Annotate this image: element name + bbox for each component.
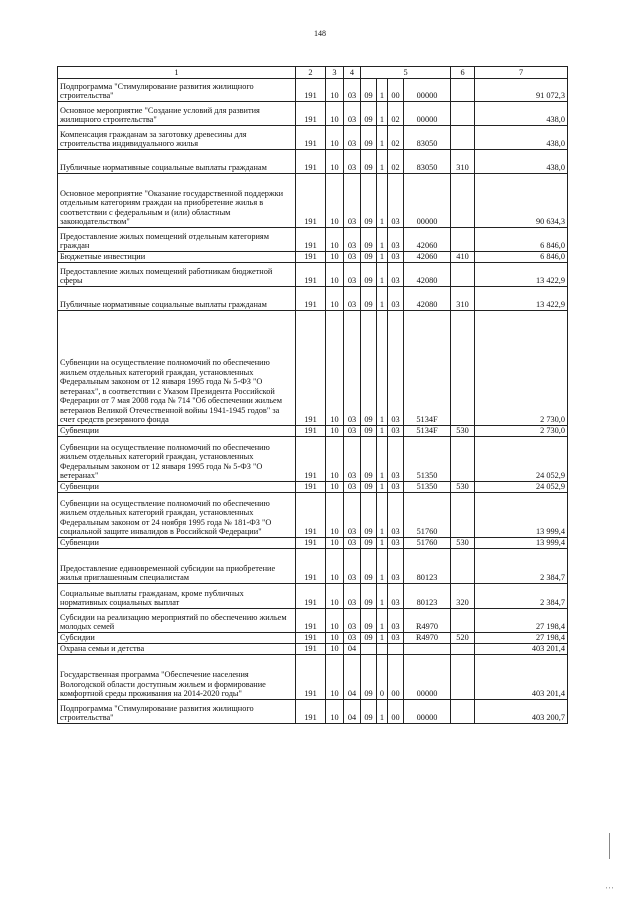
row-name: Субвенции на осуществление полномочий по обеспечению жильем отдельных категорий граждан, установленных Федеральным законом от 24 ноября 1995 года № 181-ФЗ "О социальной защите инвалидов в Российской Федерации"	[58, 493, 296, 538]
admin-code: 191	[296, 287, 326, 311]
row-name: Подпрограмма "Стимулирование развития жилищного строительства"	[58, 79, 296, 102]
budget-table	[57, 66, 568, 724]
admin-code: 191	[296, 228, 326, 252]
column-header: 1	[58, 67, 296, 79]
subprogram-code: 1	[377, 538, 388, 549]
amount: 2 730,0	[475, 426, 568, 437]
event-code: 03	[388, 311, 404, 426]
row-name: Субвенции	[58, 426, 296, 437]
section-code: 10	[326, 549, 344, 584]
admin-code: 191	[296, 426, 326, 437]
program-code: 09	[361, 700, 377, 724]
direction-code: 51350	[404, 482, 451, 493]
subprogram-code: 1	[377, 174, 388, 228]
direction-code: 42060	[404, 228, 451, 252]
expense-type-code: 530	[451, 426, 475, 437]
direction-code: 83050	[404, 150, 451, 174]
section-code: 10	[326, 426, 344, 437]
admin-code: 191	[296, 644, 326, 655]
admin-code: 191	[296, 102, 326, 126]
event-code: 03	[388, 549, 404, 584]
direction-code: R4970	[404, 609, 451, 633]
direction-code: 42080	[404, 263, 451, 287]
direction-code: 42080	[404, 287, 451, 311]
subsection-code: 03	[344, 287, 361, 311]
section-code: 10	[326, 263, 344, 287]
admin-code: 191	[296, 609, 326, 633]
section-code: 10	[326, 252, 344, 263]
event-code: 00	[388, 700, 404, 724]
program-code: 09	[361, 150, 377, 174]
row-name: Субвенции на осуществление полномочий по обеспечению жильем отдельных категорий граждан, установленных Федеральным законом от 12 января 1995 года № 5-ФЗ "О ветеранах", в соответствии с Указом Президента Российской Федерации от 7 мая 2008 года № 714 "Об обеспечении жильем ветеранов Великой Отечественной войны 1941-1945 годов" за счет средств резервного фонда	[58, 311, 296, 426]
expense-type-code	[451, 655, 475, 700]
row-name: Охрана семьи и детства	[58, 644, 296, 655]
program-code: 09	[361, 538, 377, 549]
column-header: 3	[326, 67, 344, 79]
table-row	[58, 609, 568, 633]
admin-code: 191	[296, 538, 326, 549]
admin-code: 191	[296, 150, 326, 174]
subsection-code: 03	[344, 263, 361, 287]
table-row	[58, 150, 568, 174]
table-row	[58, 549, 568, 584]
amount: 403 201,4	[475, 655, 568, 700]
program-code: 09	[361, 228, 377, 252]
direction-code: 5134F	[404, 426, 451, 437]
table-row	[58, 493, 568, 538]
section-code: 10	[326, 228, 344, 252]
row-name: Предоставление жилых помещений отдельным категориям граждан	[58, 228, 296, 252]
expense-type-code: 530	[451, 538, 475, 549]
expense-type-code: 310	[451, 287, 475, 311]
subsection-code: 03	[344, 311, 361, 426]
row-name: Субвенции	[58, 482, 296, 493]
subsection-code: 03	[344, 174, 361, 228]
event-code: 03	[388, 426, 404, 437]
amount: 438,0	[475, 150, 568, 174]
section-code: 10	[326, 538, 344, 549]
table-row	[58, 426, 568, 437]
subsection-code: 03	[344, 437, 361, 482]
program-code: 09	[361, 126, 377, 150]
amount: 6 846,0	[475, 252, 568, 263]
expense-type-code: 320	[451, 584, 475, 609]
admin-code: 191	[296, 252, 326, 263]
expense-type-code	[451, 493, 475, 538]
subprogram-code: 1	[377, 482, 388, 493]
row-name: Компенсация гражданам за заготовку древесины для строительства индивидуального жилья	[58, 126, 296, 150]
subsection-code: 03	[344, 493, 361, 538]
section-code: 10	[326, 482, 344, 493]
table-row	[58, 287, 568, 311]
admin-code: 191	[296, 549, 326, 584]
program-code: 09	[361, 252, 377, 263]
admin-code: 191	[296, 633, 326, 644]
section-code: 10	[326, 609, 344, 633]
subprogram-code: 1	[377, 126, 388, 150]
program-code: 09	[361, 263, 377, 287]
direction-code	[404, 644, 451, 655]
subsection-code: 03	[344, 482, 361, 493]
subprogram-code	[377, 644, 388, 655]
amount: 13 999,4	[475, 538, 568, 549]
expense-type-code	[451, 102, 475, 126]
section-code: 10	[326, 102, 344, 126]
program-code: 09	[361, 584, 377, 609]
event-code: 03	[388, 493, 404, 538]
row-name: Субвенции	[58, 538, 296, 549]
program-code: 09	[361, 311, 377, 426]
amount: 27 198,4	[475, 609, 568, 633]
section-code: 10	[326, 150, 344, 174]
table-row	[58, 633, 568, 644]
event-code: 03	[388, 287, 404, 311]
table-row	[58, 655, 568, 700]
table-row	[58, 437, 568, 482]
admin-code: 191	[296, 482, 326, 493]
section-code: 10	[326, 584, 344, 609]
expense-type-code	[451, 126, 475, 150]
row-name: Основное мероприятие "Оказание государственной поддержки отдельным категориям граждан на приобретение жилья в соответствии с федеральным и (или) областным законодательством"	[58, 174, 296, 228]
admin-code: 191	[296, 493, 326, 538]
margin-tick	[609, 833, 610, 859]
page-number: 148	[314, 29, 326, 38]
direction-code: R4970	[404, 633, 451, 644]
table-row	[58, 538, 568, 549]
section-code: 10	[326, 174, 344, 228]
event-code: 03	[388, 609, 404, 633]
row-name: Основное мероприятие "Создание условий для развития жилищного строительства"	[58, 102, 296, 126]
direction-code: 83050	[404, 126, 451, 150]
expense-type-code	[451, 700, 475, 724]
event-code: 00	[388, 655, 404, 700]
row-name: Субсидии на реализацию мероприятий по обеспечению жильем молодых семей	[58, 609, 296, 633]
program-code: 09	[361, 102, 377, 126]
direction-code: 00000	[404, 700, 451, 724]
table-row	[58, 263, 568, 287]
column-header: 2	[296, 67, 326, 79]
section-code: 10	[326, 633, 344, 644]
direction-code: 51350	[404, 437, 451, 482]
subprogram-code: 1	[377, 633, 388, 644]
admin-code: 191	[296, 79, 326, 102]
column-header: 5	[361, 67, 451, 79]
direction-code: 00000	[404, 655, 451, 700]
expense-type-code	[451, 228, 475, 252]
direction-code: 80123	[404, 549, 451, 584]
subsection-code: 03	[344, 228, 361, 252]
row-name: Предоставление жилых помещений работникам бюджетной сферы	[58, 263, 296, 287]
expense-type-code	[451, 549, 475, 584]
program-code: 09	[361, 79, 377, 102]
subsection-code: 03	[344, 252, 361, 263]
table-row	[58, 311, 568, 426]
admin-code: 191	[296, 174, 326, 228]
event-code: 03	[388, 252, 404, 263]
amount: 24 052,9	[475, 482, 568, 493]
subprogram-code: 1	[377, 311, 388, 426]
subsection-code: 04	[344, 644, 361, 655]
table-row	[58, 174, 568, 228]
table-row	[58, 102, 568, 126]
table-row	[58, 584, 568, 609]
program-code: 09	[361, 174, 377, 228]
subprogram-code: 1	[377, 584, 388, 609]
section-code: 10	[326, 437, 344, 482]
event-code	[388, 644, 404, 655]
program-code: 09	[361, 437, 377, 482]
subsection-code: 03	[344, 79, 361, 102]
table-row	[58, 228, 568, 252]
event-code: 03	[388, 437, 404, 482]
subprogram-code: 1	[377, 700, 388, 724]
event-code: 03	[388, 538, 404, 549]
subprogram-code: 1	[377, 426, 388, 437]
subprogram-code: 1	[377, 609, 388, 633]
table-row	[58, 79, 568, 102]
subsection-code: 03	[344, 102, 361, 126]
subsection-code: 03	[344, 426, 361, 437]
row-name: Бюджетные инвестиции	[58, 252, 296, 263]
row-name: Субвенции на осуществление полномочий по обеспечению жильем отдельных категорий граждан, установленных Федеральным законом от 12 января 1995 года № 5-ФЗ "О ветеранах"	[58, 437, 296, 482]
subsection-code: 03	[344, 126, 361, 150]
program-code: 09	[361, 633, 377, 644]
table-header-row	[58, 67, 568, 79]
program-code: 09	[361, 287, 377, 311]
direction-code: 51760	[404, 538, 451, 549]
amount: 91 072,3	[475, 79, 568, 102]
event-code: 00	[388, 79, 404, 102]
subprogram-code: 1	[377, 549, 388, 584]
admin-code: 191	[296, 700, 326, 724]
program-code: 09	[361, 493, 377, 538]
event-code: 03	[388, 584, 404, 609]
expense-type-code	[451, 79, 475, 102]
table-row	[58, 644, 568, 655]
table-row	[58, 126, 568, 150]
program-code: 09	[361, 482, 377, 493]
expense-type-code	[451, 174, 475, 228]
amount: 6 846,0	[475, 228, 568, 252]
section-code: 10	[326, 79, 344, 102]
amount: 13 422,9	[475, 287, 568, 311]
row-name: Субсидии	[58, 633, 296, 644]
expense-type-code: 520	[451, 633, 475, 644]
admin-code: 191	[296, 584, 326, 609]
amount: 13 999,4	[475, 493, 568, 538]
subprogram-code: 1	[377, 150, 388, 174]
program-code: 09	[361, 609, 377, 633]
direction-code: 00000	[404, 174, 451, 228]
event-code: 03	[388, 633, 404, 644]
event-code: 02	[388, 126, 404, 150]
expense-type-code: 530	[451, 482, 475, 493]
amount: 438,0	[475, 126, 568, 150]
subsection-code: 03	[344, 549, 361, 584]
admin-code: 191	[296, 311, 326, 426]
expense-type-code	[451, 644, 475, 655]
row-name: Социальные выплаты гражданам, кроме публичных нормативных социальных выплат	[58, 584, 296, 609]
section-code: 10	[326, 493, 344, 538]
admin-code: 191	[296, 263, 326, 287]
subsection-code: 03	[344, 633, 361, 644]
amount: 2 384,7	[475, 549, 568, 584]
event-code: 03	[388, 482, 404, 493]
expense-type-code	[451, 609, 475, 633]
admin-code: 191	[296, 437, 326, 482]
row-name: Публичные нормативные социальные выплаты гражданам	[58, 150, 296, 174]
table-row	[58, 700, 568, 724]
section-code: 10	[326, 700, 344, 724]
program-code: 09	[361, 426, 377, 437]
expense-type-code	[451, 263, 475, 287]
row-name: Публичные нормативные социальные выплаты гражданам	[58, 287, 296, 311]
column-header: 4	[344, 67, 361, 79]
subprogram-code: 1	[377, 252, 388, 263]
expense-type-code	[451, 437, 475, 482]
section-code: 10	[326, 126, 344, 150]
budget-table-body	[58, 67, 568, 724]
section-code: 10	[326, 655, 344, 700]
column-header: 7	[475, 67, 568, 79]
subsection-code: 03	[344, 538, 361, 549]
amount: 403 201,4	[475, 644, 568, 655]
subprogram-code: 1	[377, 228, 388, 252]
subsection-code: 04	[344, 700, 361, 724]
direction-code: 80123	[404, 584, 451, 609]
direction-code: 5134F	[404, 311, 451, 426]
admin-code: 191	[296, 655, 326, 700]
event-code: 02	[388, 150, 404, 174]
table-row	[58, 252, 568, 263]
amount: 2 384,7	[475, 584, 568, 609]
program-code: 09	[361, 655, 377, 700]
section-code: 10	[326, 311, 344, 426]
table-row	[58, 482, 568, 493]
direction-code: 51760	[404, 493, 451, 538]
admin-code: 191	[296, 126, 326, 150]
event-code: 03	[388, 228, 404, 252]
column-header: 6	[451, 67, 475, 79]
section-code: 10	[326, 287, 344, 311]
subprogram-code: 1	[377, 79, 388, 102]
amount: 13 422,9	[475, 263, 568, 287]
row-name: Государственная программа "Обеспечение населения Вологодской области доступным жильем и формирование комфортной среды проживания на 2014-2020 годы"	[58, 655, 296, 700]
direction-code: 00000	[404, 79, 451, 102]
section-code: 10	[326, 644, 344, 655]
subprogram-code: 1	[377, 263, 388, 287]
expense-type-code: 310	[451, 150, 475, 174]
direction-code: 00000	[404, 102, 451, 126]
subprogram-code: 1	[377, 437, 388, 482]
subsection-code: 04	[344, 655, 361, 700]
subprogram-code: 1	[377, 287, 388, 311]
amount: 403 200,7	[475, 700, 568, 724]
subsection-code: 03	[344, 150, 361, 174]
amount: 24 052,9	[475, 437, 568, 482]
subprogram-code: 1	[377, 102, 388, 126]
subprogram-code: 1	[377, 493, 388, 538]
expense-type-code	[451, 311, 475, 426]
subsection-code: 03	[344, 609, 361, 633]
program-code: 09	[361, 549, 377, 584]
row-name: Предоставление единовременной субсидии на приобретение жилья приглашенным специалистам	[58, 549, 296, 584]
amount: 27 198,4	[475, 633, 568, 644]
corner-mark: ' ' '	[606, 886, 614, 894]
expense-type-code: 410	[451, 252, 475, 263]
event-code: 03	[388, 263, 404, 287]
subprogram-code: 0	[377, 655, 388, 700]
amount: 2 730,0	[475, 311, 568, 426]
amount: 438,0	[475, 102, 568, 126]
row-name: Подпрограмма "Стимулирование развития жилищного строительства"	[58, 700, 296, 724]
direction-code: 42060	[404, 252, 451, 263]
event-code: 02	[388, 102, 404, 126]
amount: 90 634,3	[475, 174, 568, 228]
subsection-code: 03	[344, 584, 361, 609]
program-code	[361, 644, 377, 655]
event-code: 03	[388, 174, 404, 228]
